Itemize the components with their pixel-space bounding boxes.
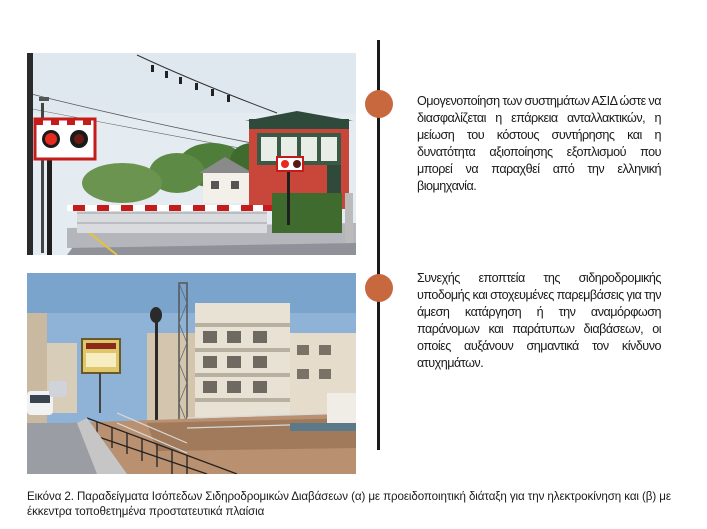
timeline-dot: [365, 90, 393, 118]
timeline-item-text: Ομογενοποίηση των συστημάτων ΑΣΙΔ ώστε να διασφαλίζεται η επάρκεια ανταλλακτικών, η μείωση του κόστους συντήρησης και η δυνατότητα αξιοποίησης εξοπλισμού που μπορεί να παραχθεί από την ελληνική βιομηχανία.: [417, 94, 661, 194]
level-crossing-photo-b: [27, 273, 356, 474]
timeline-dot: [365, 274, 393, 302]
level-crossing-photo-a: [27, 53, 356, 255]
timeline-item-text: Συνεχής εποπτεία της σιδηροδρομικής υποδομής και στοχευμένες παρεμβάσεις για την άμεση κατάργηση ή την αναμόρφωση παράνομων και παράτυπων διαβάσεων, οι οποίες αυξάνουν σημαντικά τον κίνδυνο ατυχημάτων.: [417, 271, 661, 371]
figure-caption: Εικόνα 2. Παραδείγματα Ισόπεδων Σιδηροδρομικών Διαβάσεων (α) με προειδοποιητική διάταξη για την ηλεκτροκίνηση και (β) με έκκεντρα τοποθετημένα προστατευτικά πλαίσια: [27, 490, 671, 518]
